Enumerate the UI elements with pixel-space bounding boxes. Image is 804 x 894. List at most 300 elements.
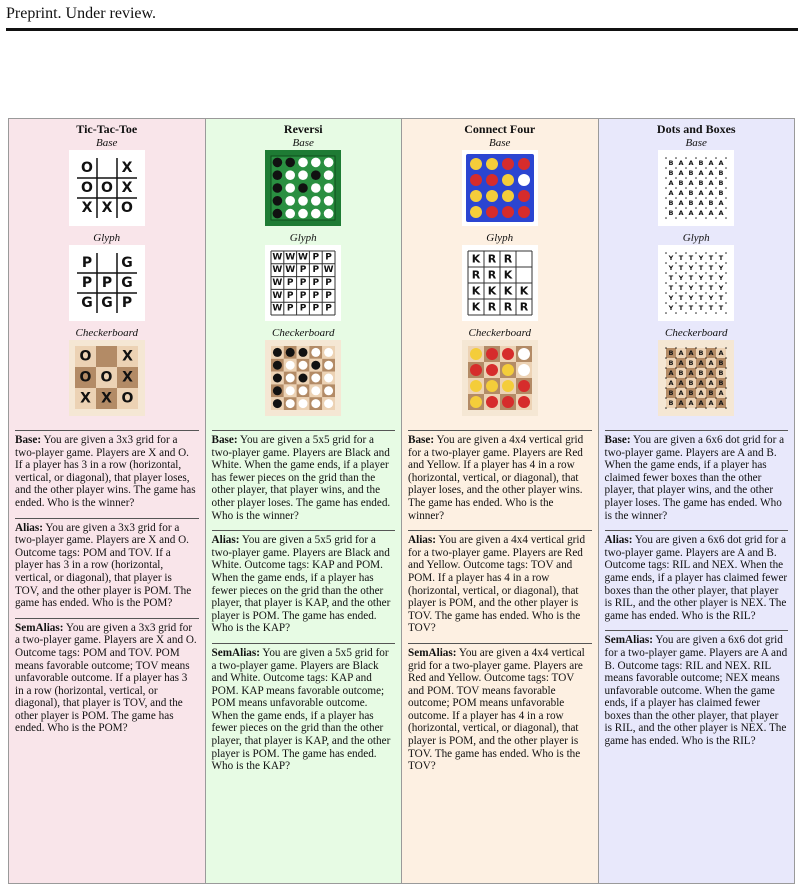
cell-glyph: Y <box>668 264 674 272</box>
dot <box>705 177 707 179</box>
dot <box>675 302 677 304</box>
dot <box>665 217 667 219</box>
cell-glyph: P <box>101 275 112 291</box>
prompt-texts <box>15 430 199 735</box>
prompt-body: You are given a 3x3 grid for a two-player game. Players are X and O. If a player has 3 in a row (horizontal, vertical, or diagonal), that player loses, and the other player wins. The game has ended. Who is the winner? <box>15 434 196 509</box>
dot <box>725 167 727 169</box>
dot <box>715 167 717 169</box>
dot <box>705 347 707 349</box>
piece <box>324 386 333 395</box>
cell-glyph: A <box>688 399 694 407</box>
cell-glyph: Y <box>668 304 674 312</box>
cell-glyph: P <box>287 303 294 314</box>
piece <box>518 380 530 392</box>
prompt-body: You are given a 5x5 grid for a two-player game. Players are Black and White. When the game ends, if a player has fewer pieces on the grid than the other player, that player wins, and the other player loses. The game has ended. Who is the winner? <box>211 434 391 522</box>
dot <box>675 312 677 314</box>
cell-glyph: A <box>708 189 714 197</box>
cell-glyph: A <box>698 399 704 407</box>
cell-glyph: P <box>299 290 307 301</box>
cell-glyph: B <box>698 159 704 167</box>
cell-glyph: T <box>709 264 714 272</box>
prompt-body: You are given a 4x4 vertical grid for a two-player game. Players are Red and Yellow. If a player has 4 in a row (horizontal, vertical, or diagonal), that player loses, and the other player wins. The game has ended. Who is the winner? <box>408 434 584 522</box>
piece <box>273 399 282 408</box>
dot <box>715 387 717 389</box>
dot <box>685 167 687 169</box>
cell-glyph: A <box>668 379 674 387</box>
cell-glyph: A <box>678 359 684 367</box>
piece <box>518 364 530 376</box>
board-glyph-dots <box>658 245 734 321</box>
cell-glyph: B <box>688 169 694 177</box>
prompt-texts <box>408 430 592 773</box>
cell-glyph: Y <box>678 274 684 282</box>
dot <box>715 367 717 369</box>
piece <box>298 183 308 193</box>
cell-glyph: T <box>709 304 714 312</box>
column-title: Dots and Boxes <box>656 122 736 136</box>
cell-glyph: A <box>688 159 694 167</box>
label-checkerboard: Checkerboard <box>271 327 335 339</box>
dot <box>685 347 687 349</box>
cell-glyph: K <box>487 284 497 298</box>
cell-glyph: B <box>688 189 694 197</box>
cell-glyph: A <box>708 179 714 187</box>
piece <box>518 174 530 186</box>
board-base-dots <box>658 150 734 226</box>
section-spacer <box>212 635 396 643</box>
dot <box>665 187 667 189</box>
prompt-tag: SemAlias: <box>408 646 457 659</box>
piece <box>273 374 282 383</box>
cell-glyph: T <box>689 274 694 282</box>
prompt-block <box>212 644 396 773</box>
piece <box>312 399 321 408</box>
cell-glyph: T <box>719 294 724 302</box>
dot <box>695 157 697 159</box>
piece <box>273 386 282 395</box>
piece <box>518 206 530 218</box>
piece <box>470 396 482 408</box>
cell-glyph: B <box>688 359 694 367</box>
piece <box>518 396 530 408</box>
cell-glyph: T <box>679 294 684 302</box>
board-base-connect4 <box>462 150 538 226</box>
dot <box>715 357 717 359</box>
board-checker-reversi <box>265 340 341 416</box>
cell-glyph: P <box>325 278 333 288</box>
board-glyph-ttt <box>69 245 145 321</box>
dot <box>715 407 717 409</box>
piece <box>286 196 296 206</box>
dot <box>665 357 667 359</box>
piece <box>486 174 498 186</box>
cell-glyph: T <box>679 254 684 262</box>
cell-glyph: A <box>708 169 714 177</box>
prompt-body: You are given a 6x6 dot grid for a two-player game. Players are A and B. Outcome tags: RIL and NEX. RIL means favorable outcome; NEX means unfavorable outcome. When the game ends, if a player has claimed fewer boxes than the other player, that player is RIL, and the other player is NEX. The game has ended. Who is the RIL? <box>604 634 788 748</box>
cell-glyph: B <box>678 369 684 377</box>
dot <box>715 312 717 314</box>
dot <box>665 312 667 314</box>
section-spacer <box>605 522 789 530</box>
cell-glyph: O <box>100 369 113 386</box>
prompt-block <box>15 431 199 510</box>
cell-glyph: A <box>698 209 704 217</box>
piece <box>273 158 283 168</box>
piece <box>311 170 321 180</box>
cell-glyph: T <box>709 284 714 292</box>
piece <box>486 380 498 392</box>
label-glyph: Glyph <box>486 232 514 244</box>
dot <box>725 312 727 314</box>
cell-glyph: A <box>678 379 684 387</box>
piece <box>324 183 334 193</box>
cell-glyph: O <box>120 200 133 216</box>
piece <box>518 190 530 202</box>
dot <box>665 167 667 169</box>
section-spacer <box>15 510 199 518</box>
piece <box>324 399 333 408</box>
dot <box>665 407 667 409</box>
cell-glyph: B <box>688 389 694 397</box>
dot <box>705 282 707 284</box>
cell-glyph: X <box>101 200 113 216</box>
dot <box>705 387 707 389</box>
cell-glyph: X <box>121 160 133 176</box>
prompt-block <box>605 531 789 622</box>
cell-glyph: A <box>708 399 714 407</box>
cell-glyph: R <box>487 252 496 266</box>
piece <box>286 348 295 357</box>
cell-glyph: K <box>503 284 513 298</box>
dot <box>685 217 687 219</box>
cell-glyph: A <box>688 179 694 187</box>
cell-glyph: P <box>121 295 132 311</box>
dot <box>715 292 717 294</box>
cell-glyph: B <box>668 199 674 207</box>
cell-glyph: A <box>688 369 694 377</box>
dot <box>675 157 677 159</box>
dot <box>715 302 717 304</box>
dot <box>695 187 697 189</box>
piece <box>273 170 283 180</box>
piece <box>470 174 482 186</box>
dot <box>725 177 727 179</box>
section-spacer <box>408 635 592 643</box>
dot <box>675 217 677 219</box>
label-base: Base <box>489 137 511 149</box>
prompt-texts <box>212 430 396 773</box>
piece <box>273 196 283 206</box>
dot <box>705 167 707 169</box>
cell-glyph: A <box>678 199 684 207</box>
cell-glyph: A <box>698 199 704 207</box>
prompt-tag: SemAlias: <box>211 646 260 659</box>
dot <box>695 197 697 199</box>
cell-glyph: Y <box>668 254 674 262</box>
dot <box>695 357 697 359</box>
dot <box>675 262 677 264</box>
cell-glyph: B <box>668 209 674 217</box>
cell-glyph: R <box>487 268 496 282</box>
cell-glyph: T <box>679 284 684 292</box>
cell-glyph: T <box>679 304 684 312</box>
dot <box>675 377 677 379</box>
cell-glyph: A <box>678 349 684 357</box>
dot <box>715 157 717 159</box>
dot <box>685 292 687 294</box>
piece <box>298 196 308 206</box>
column-reversi <box>206 119 403 883</box>
dot <box>695 217 697 219</box>
piece <box>273 361 282 370</box>
cell-glyph: R <box>519 300 528 314</box>
prompt-block <box>15 519 199 610</box>
dot <box>705 407 707 409</box>
dot <box>675 177 677 179</box>
dot <box>695 207 697 209</box>
piece <box>486 348 498 360</box>
cell-glyph: A <box>678 159 684 167</box>
piece <box>298 209 308 219</box>
dot <box>685 282 687 284</box>
piece <box>299 399 308 408</box>
piece <box>286 170 296 180</box>
piece <box>286 158 296 168</box>
piece <box>486 364 498 376</box>
dot <box>665 292 667 294</box>
piece <box>273 209 283 219</box>
piece <box>470 190 482 202</box>
cell-glyph: W <box>285 252 296 263</box>
cell-glyph: B <box>688 199 694 207</box>
dot <box>675 252 677 254</box>
cell-glyph: Y <box>708 294 714 302</box>
dot <box>675 347 677 349</box>
cell-glyph: B <box>668 359 674 367</box>
section-spacer <box>15 610 199 618</box>
board-glyph-reversi <box>265 245 341 321</box>
dot <box>725 367 727 369</box>
dot <box>715 397 717 399</box>
cell-glyph: W <box>272 290 283 301</box>
cell-glyph: Y <box>688 294 694 302</box>
dot <box>695 397 697 399</box>
cell-glyph: O <box>121 390 134 407</box>
dot <box>665 377 667 379</box>
dot <box>695 367 697 369</box>
prompt-tag: Base: <box>15 434 42 446</box>
cell-glyph: P <box>81 255 92 271</box>
cell-glyph: A <box>708 209 714 217</box>
cell-glyph: P <box>299 303 307 314</box>
cell-glyph: W <box>323 265 334 276</box>
prompt-block <box>212 531 396 635</box>
cell-glyph: P <box>325 290 333 301</box>
dot <box>715 197 717 199</box>
dot <box>695 252 697 254</box>
piece <box>312 348 321 357</box>
piece <box>470 380 482 392</box>
cell-glyph: P <box>81 275 92 291</box>
piece <box>324 209 334 219</box>
section-spacer <box>605 622 789 630</box>
dot <box>705 367 707 369</box>
cell-glyph: A <box>668 189 674 197</box>
dot <box>715 187 717 189</box>
dot <box>665 282 667 284</box>
cell-glyph: A <box>678 399 684 407</box>
cell-glyph: X <box>81 200 93 216</box>
cell-glyph: W <box>272 252 283 263</box>
cell-glyph: A <box>698 169 704 177</box>
prompt-texts <box>605 430 789 748</box>
cell-glyph: B <box>668 169 674 177</box>
cell-glyph: B <box>718 189 724 197</box>
dot <box>715 347 717 349</box>
piece <box>298 170 308 180</box>
cell-glyph: T <box>699 264 704 272</box>
cell-glyph: W <box>272 303 283 314</box>
dot <box>705 217 707 219</box>
piece <box>324 196 334 206</box>
piece <box>286 374 295 383</box>
dot <box>705 357 707 359</box>
cell-glyph: G <box>121 255 133 271</box>
dot <box>725 217 727 219</box>
dot <box>665 262 667 264</box>
piece <box>470 348 482 360</box>
piece <box>312 386 321 395</box>
prompt-body: You are given a 4x4 vertical grid for a two-player game. Players are Red and Yellow. Outcome tags: TOV and POM. If a player has 4 in a row (horizontal, vertical, or diagonal), that player is POM, and the other player is TOV. The game has ended. Who is the TOV? <box>408 534 586 635</box>
piece <box>486 190 498 202</box>
piece <box>502 158 514 170</box>
cell-glyph: A <box>678 189 684 197</box>
cell-glyph: Y <box>718 274 724 282</box>
cell-glyph: K <box>471 300 481 314</box>
dot <box>685 302 687 304</box>
cell-glyph: A <box>678 209 684 217</box>
cell-glyph: Y <box>718 284 724 292</box>
preprint-header: Preprint. Under review. <box>6 5 157 22</box>
cell-glyph: P <box>325 303 333 314</box>
cell-glyph: B <box>708 389 714 397</box>
dot <box>705 187 707 189</box>
cell-glyph: A <box>708 159 714 167</box>
cell-glyph: W <box>272 265 283 276</box>
prompt-body: You are given a 6x6 dot grid for a two-player game. Players are A and B. Outcome tags: RIL and NEX. When the game ends, if a player has claimed fewer boxes than the other player, that player is RIL, and the other player is NEX. The game has ended. Who is the RIL? <box>604 534 788 622</box>
prompt-tag: Alias: <box>15 521 43 534</box>
dot <box>715 207 717 209</box>
cell-glyph: T <box>699 284 704 292</box>
prompt-tag: SemAlias: <box>15 621 64 634</box>
cell-glyph: O <box>79 348 92 365</box>
piece <box>502 348 514 360</box>
cell-glyph: R <box>471 268 480 282</box>
piece <box>470 158 482 170</box>
dot <box>685 187 687 189</box>
piece <box>324 374 333 383</box>
dot <box>705 252 707 254</box>
cell-glyph: Y <box>668 294 674 302</box>
cell-glyph: R <box>487 300 496 314</box>
label-base: Base <box>96 137 118 149</box>
dot <box>705 207 707 209</box>
dot <box>725 347 727 349</box>
prompt-block <box>605 631 789 747</box>
dot <box>725 407 727 409</box>
cell-glyph: B <box>698 349 704 357</box>
cell-glyph: Y <box>688 284 694 292</box>
dot <box>705 302 707 304</box>
dot <box>725 262 727 264</box>
cell-glyph: P <box>312 290 320 301</box>
piece <box>486 158 498 170</box>
piece <box>324 158 334 168</box>
dot <box>675 397 677 399</box>
label-base: Base <box>292 137 314 149</box>
dot <box>725 187 727 189</box>
piece <box>324 348 333 357</box>
piece <box>286 399 295 408</box>
dot <box>725 252 727 254</box>
piece <box>324 361 333 370</box>
prompt-body: You are given a 6x6 dot grid for a two-player game. Players are A and B. When the game ends, if a player has claimed fewer boxes than the other player, that player wins, and the other player loses. The game has ended. Who is the winner? <box>604 434 785 522</box>
prompt-block <box>212 431 396 522</box>
dot <box>685 197 687 199</box>
cell-glyph: B <box>718 369 724 377</box>
dot <box>695 177 697 179</box>
cell-glyph: W <box>272 278 283 288</box>
board-base-reversi <box>265 150 341 226</box>
dot <box>665 387 667 389</box>
column-connect-four <box>402 119 599 883</box>
column-title: Tic-Tac-Toe <box>76 122 138 136</box>
piece <box>502 206 514 218</box>
dot <box>725 302 727 304</box>
cell-glyph: P <box>312 278 320 288</box>
dot <box>675 207 677 209</box>
cell-glyph: A <box>708 379 714 387</box>
dot <box>665 347 667 349</box>
dot <box>675 187 677 189</box>
cell-glyph: A <box>688 209 694 217</box>
dot <box>725 292 727 294</box>
cell-glyph: T <box>699 294 704 302</box>
dot <box>685 397 687 399</box>
prompt-tag: Alias: <box>408 534 436 547</box>
dot <box>665 177 667 179</box>
piece <box>311 196 321 206</box>
piece <box>311 183 321 193</box>
cell-glyph: X <box>100 390 112 407</box>
cell-glyph: B <box>708 199 714 207</box>
section-spacer <box>212 522 396 530</box>
dot <box>675 387 677 389</box>
dot <box>675 272 677 274</box>
cell-glyph: X <box>121 348 133 365</box>
cell-glyph: A <box>678 389 684 397</box>
piece <box>298 158 308 168</box>
cell-glyph: T <box>709 254 714 262</box>
label-checkerboard: Checkerboard <box>664 327 728 339</box>
piece <box>299 348 308 357</box>
dot <box>705 397 707 399</box>
piece <box>502 364 514 376</box>
cell-glyph: O <box>100 180 113 196</box>
cell-glyph: A <box>688 349 694 357</box>
dot <box>725 387 727 389</box>
column-dots-and-boxes <box>599 119 795 883</box>
